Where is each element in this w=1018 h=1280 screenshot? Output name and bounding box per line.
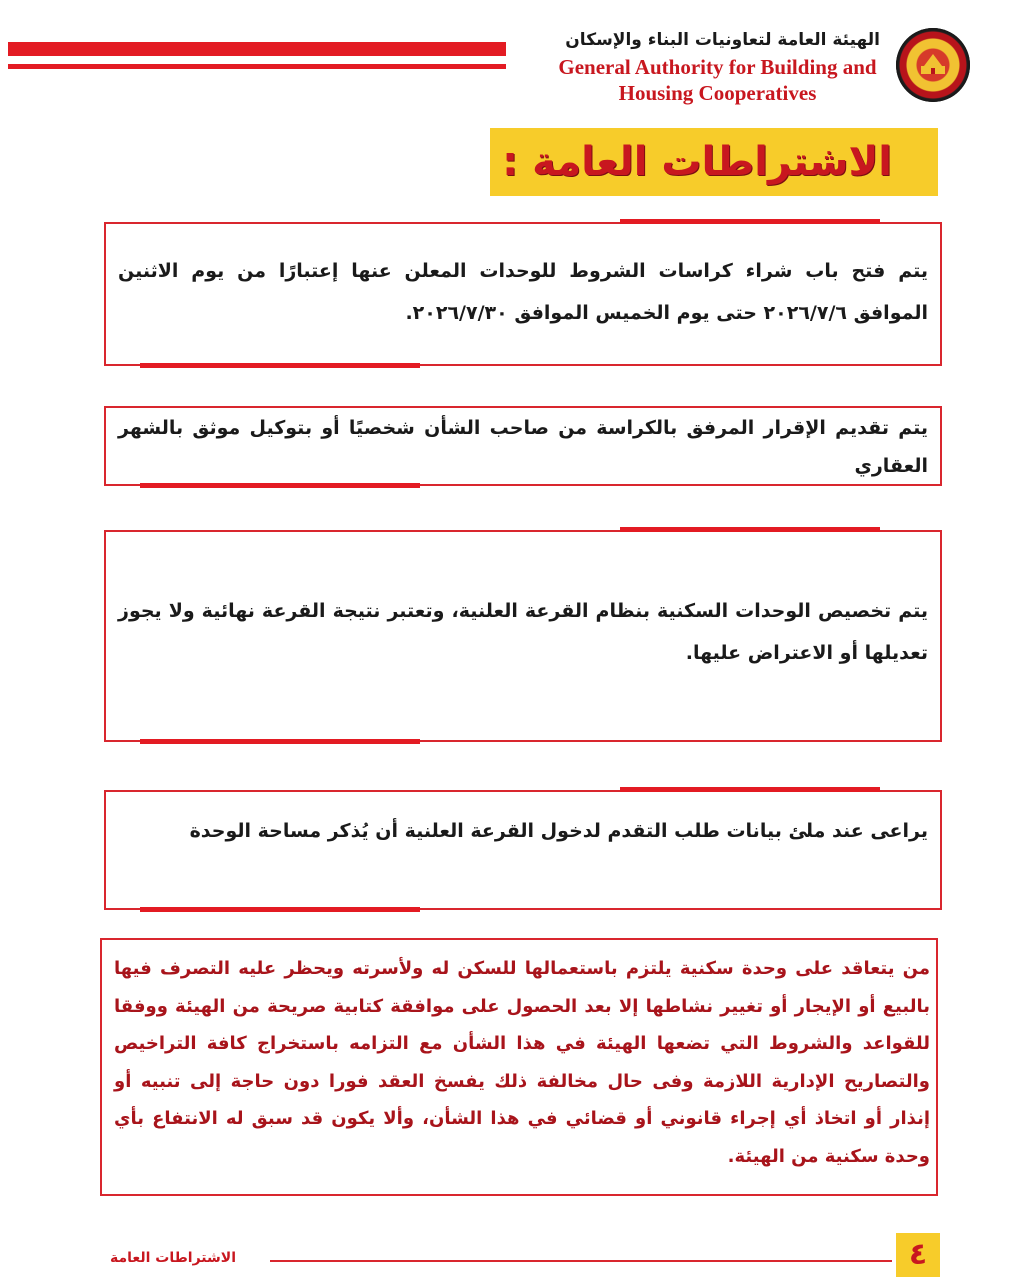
condition-text-1: يتم فتح باب شراء كراسات الشروط للوحدات المعلن عنها إعتبارًا من يوم الاثنين الموافق ٢٠٢٦/٧/٦ حتى يوم الخميس الموافق ٢٠٢٦/٧/٣٠.	[118, 260, 928, 324]
condition-text-3: يتم تخصيص الوحدات السكنية بنظام القرعة العلنية، وتعتبر نتيجة القرعة نهائية ولا يجوز تعديلها أو الاعتراض عليها.	[118, 600, 928, 664]
footer-section-label: الاشتراطات العامة	[110, 1250, 236, 1266]
org-name-english	[540, 54, 895, 106]
condition-text-4: يراعى عند ملئ بيانات طلب التقدم لدخول القرعة العلنية أن يُذكر مساحة الوحدة	[189, 820, 928, 842]
footer-divider	[270, 1260, 892, 1262]
page-title: الاشتراطات العامة :	[502, 139, 892, 185]
box-accent-top	[620, 527, 880, 532]
building-emblem-icon	[918, 48, 948, 78]
box-accent-top	[620, 219, 880, 224]
org-name-english-line2: Housing Cooperatives	[618, 81, 817, 105]
org-name-english-line1: General Authority for Building and	[558, 55, 877, 79]
org-name-arabic: الهيئة العامة لتعاونيات البناء والإسكان	[565, 30, 880, 50]
box-accent-bottom	[140, 739, 420, 744]
header-accent-bar	[8, 42, 506, 56]
condition-text-2: يتم تقديم الإقرار المرفق بالكراسة من صاحب الشأن شخصيًا أو بتوكيل موثق بالشهر العقاري	[118, 417, 928, 477]
condition-text-5: من يتعاقد على وحدة سكنية يلتزم باستعمالها للسكن له ولأسرته ويحظر عليه التصرف فيها بالبيع أو الإيجار أو تغيير نشاطها إلا بعد الحصول على موافقة كتابية صريحة من الهيئة ووفقا للقواعد والشروط التي تضعها الهيئة في هذا الشأن مع التزامه باستخراج كافة التراخيص والتصاريح الإدارية اللازمة وفى حال مخالفة ذلك يفسخ العقد فورا دون حاجة إلى تنبيه أو إنذار أو اتخاذ أي إجراء قانوني أو قضائي في هذا الشأن، وألا يكون قد سبق له الانتفاع بأي وحدة سكنية من الهيئة.	[114, 958, 930, 1167]
page-number: ٤	[896, 1233, 940, 1277]
header-accent-bar-thin	[8, 64, 506, 69]
box-accent-bottom	[140, 907, 420, 912]
box-accent-top	[620, 787, 880, 792]
box-accent-bottom	[140, 363, 420, 368]
